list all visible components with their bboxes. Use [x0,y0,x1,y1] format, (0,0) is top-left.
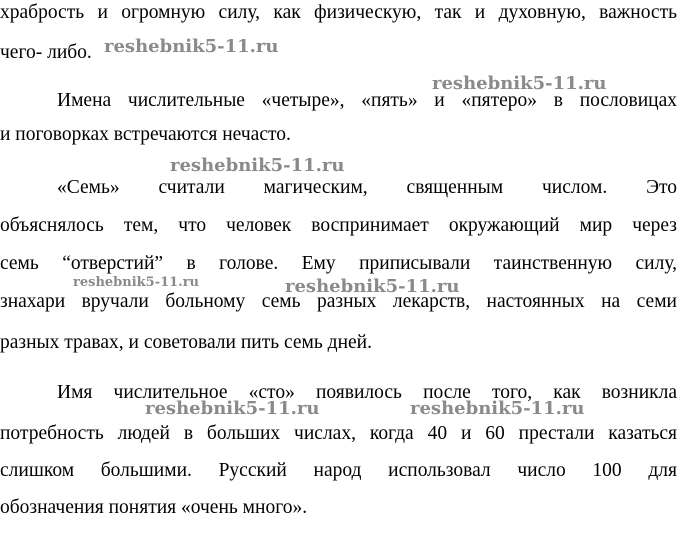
text-line: храбрость и огромную силу, как физическую, так и духовную, важность [0,2,677,23]
text-line: разных травах, и советовали пить семь дней. [0,332,372,353]
text-line: знахари вручали больному семь разных лекарств, настоянных на семи [0,291,677,312]
watermark: reshebnik5-11.ru [410,398,585,419]
watermark: reshebnik5-11.ru [285,276,460,297]
watermark: reshebnik5-11.ru [73,275,200,290]
text-line: чего- либо. [0,42,92,63]
text-line: Имена числительные «четыре», «пять» и «пятеро» в пословицах [57,90,677,111]
text-line: обозначения понятия «очень много». [0,497,308,518]
text-line: «Семь» считали магическим, священным числом. Это [57,177,677,198]
text-line: потребность людей в больших числах, когда 40 и 60 престали казаться [0,423,677,444]
watermark: reshebnik5-11.ru [145,398,320,419]
text-line: объяснялось тем, что человек воспринимает окружающий мир через [0,215,677,236]
text-line: и поговорках встречаются нечасто. [0,124,291,145]
watermark: reshebnik5-11.ru [170,155,345,176]
text-line: слишком большими. Русский народ использовал число 100 для [0,460,677,481]
watermark: reshebnik5-11.ru [432,73,607,94]
text-line: семь “отверстий” в голове. Ему приписывали таинственную силу, [0,253,677,274]
watermark: reshebnik5-11.ru [104,36,279,57]
text-line: Имя числительное «сто» появилось после того, как возникла [57,382,677,403]
